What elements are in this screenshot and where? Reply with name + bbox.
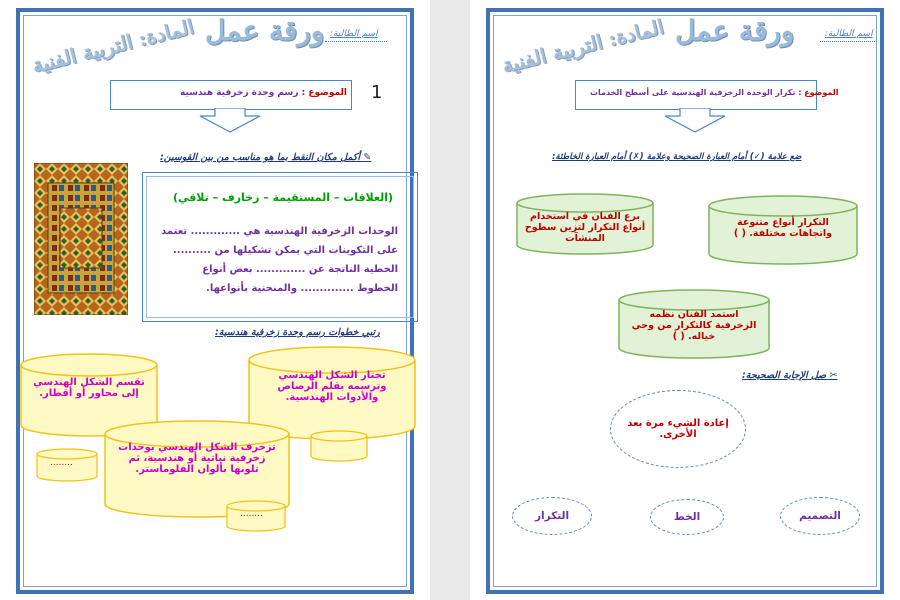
left-subject-title: المادة: التربية الفنية	[29, 14, 197, 78]
definition-oval[interactable]: إعادة الشيء مرة بعد الأخرى.	[610, 390, 746, 468]
geometric-pattern-image	[34, 163, 128, 315]
statement-text-3: استمد الفنان نظمه الزخرفية كالتكرار من وحي خياله. ( )	[631, 309, 757, 342]
fill-line: الخطوط .............. والمنحنية بأنواعها.	[206, 283, 398, 294]
right-question-1: ضع علامة (✓) أمام العبارة الصحيحة وعلامة (✗) أمام العبارة الخاطئة:	[552, 152, 802, 162]
left-topic-arrow	[195, 108, 265, 134]
left-worksheet-page	[0, 0, 430, 600]
left-topic-label: الموضوع :	[301, 88, 347, 98]
matching-icon: ✂	[829, 370, 838, 381]
left-name-line	[325, 41, 387, 42]
left-topic	[180, 88, 347, 98]
right-topic	[590, 88, 839, 97]
left-worksheet-title: ورقة عمل	[205, 14, 325, 47]
statement-text-1: برع الفنان في استخدام أنواع التكرار لتزين سطوح المنشآت	[524, 211, 646, 244]
step-text-1: تختار الشكل الهندسي وترسمه بقلم الرصاص والأدوات الهندسية.	[277, 370, 387, 403]
right-worksheet-page	[470, 0, 900, 600]
fill-line: الخطية الناتجة عن ............. بعض أنواع	[202, 264, 398, 275]
statement-cylinder-1	[516, 193, 654, 255]
right-question-2	[742, 370, 838, 381]
option-line[interactable]: الخط	[650, 499, 724, 535]
pencil-icon: ✎	[363, 152, 372, 163]
word-bank: (العلاقات – المستقيمة – زخارف – تلاقي)	[172, 191, 394, 204]
step-text-2: تقسم الشكل الهندسي إلى محاور أو أقطار.	[33, 377, 145, 399]
right-subject-title: المادة: التربية الفنية	[499, 14, 667, 78]
fill-in-paragraph	[150, 222, 398, 298]
left-question-1	[160, 152, 371, 163]
right-student-name-label: اسم الطالبة:	[825, 29, 873, 39]
statement-text-2: التكرار أنواع متنوعة واتجاهات مختلفة. ( )	[733, 217, 833, 239]
right-topic-label: الموضوع :	[798, 88, 839, 97]
left-student-name-label: اسم الطالبة:	[330, 29, 378, 39]
option-repetition[interactable]: التكرار	[512, 497, 592, 535]
answer-blank: ........	[50, 458, 73, 468]
statement-cylinder-2	[708, 195, 858, 265]
option-design[interactable]: التصميم	[780, 497, 860, 535]
page-number: 1	[371, 82, 383, 103]
left-question-1-text: أكمل مكان النقط بما هو مناسب من بين القوسين:	[160, 152, 360, 163]
right-worksheet-title: ورقة عمل	[675, 14, 795, 47]
left-question-2: رتبي خطوات رسم وحدة زخرفية هندسية:	[215, 327, 380, 338]
fill-line: على التكوينات التي يمكن تشكيلها من ..........	[172, 245, 398, 256]
right-topic-arrow	[660, 108, 730, 134]
right-question-2-text: صل الإجابة الصحيحة:	[742, 370, 827, 381]
answer-cylinder-1[interactable]	[310, 430, 368, 462]
answer-cylinder-3[interactable]	[226, 500, 286, 532]
answer-blank: ........	[240, 509, 263, 519]
page-gutter	[430, 0, 470, 600]
right-name-line	[820, 41, 875, 42]
right-topic-text: تكرار الوحدة الزخرفية الهندسية على أسطح الخدمات	[590, 88, 796, 97]
statement-cylinder-3	[618, 289, 770, 359]
step-text-3: تزخرف الشكل الهندسي بوحدات زخرفية نباتية أو هندسية، ثم تلونها بألوان الفلوماستر.	[118, 442, 276, 475]
answer-cylinder-2[interactable]	[36, 448, 98, 482]
fill-line: الوحدات الزخرفية الهندسية هي ............. تعتمد	[161, 226, 398, 237]
left-topic-text: رسم وحدة زخرفية هندسية	[180, 88, 299, 98]
